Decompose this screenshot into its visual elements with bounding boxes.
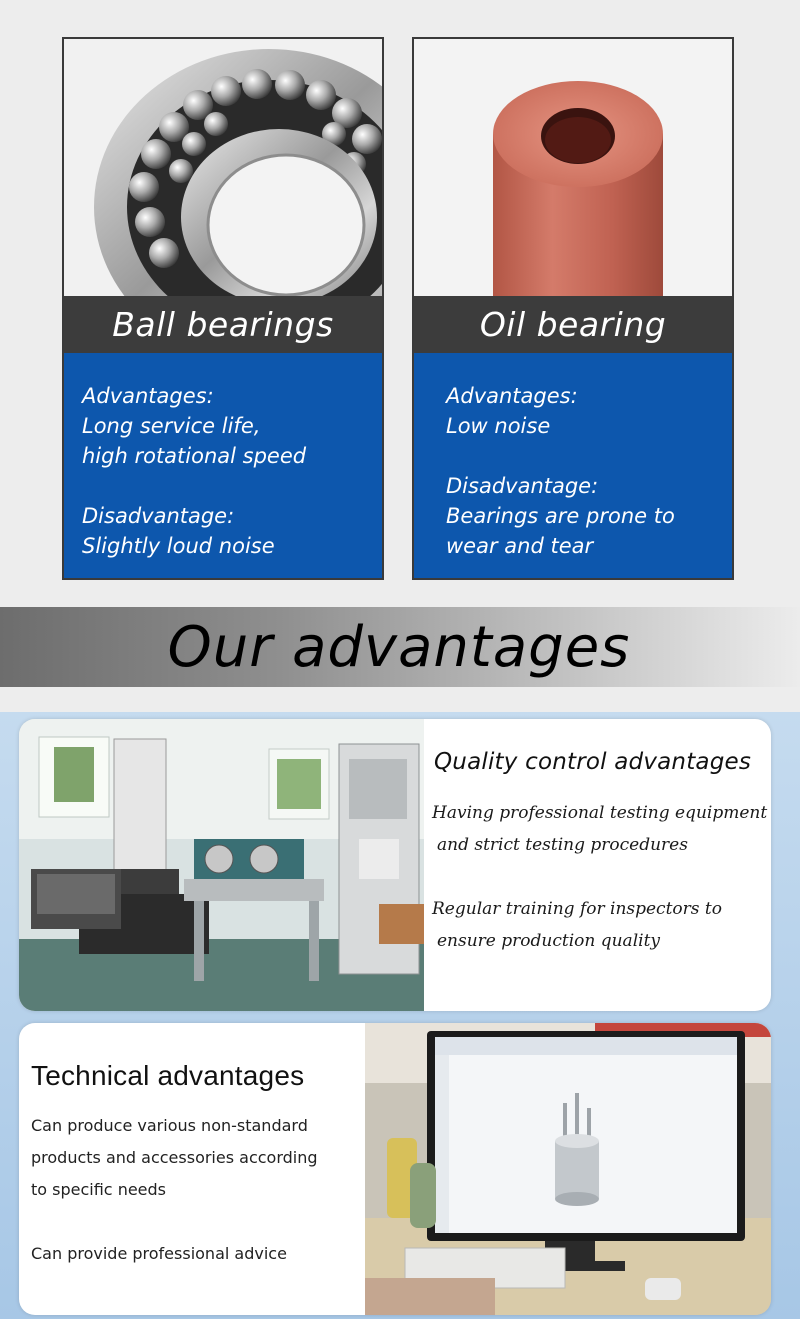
- quality-control-panel: [19, 719, 771, 1011]
- advantage-line: Low noise: [446, 414, 551, 438]
- advantages-banner: [0, 607, 800, 687]
- ball-bearing-photo: [64, 39, 382, 296]
- technical-point-2-line: Can provide professional advice: [31, 1244, 287, 1263]
- ball-bearing-title-bar: [64, 296, 382, 353]
- technical-advantages-panel: [19, 1023, 771, 1315]
- ball-bearing-details: [64, 353, 382, 580]
- technical-point-2: [31, 1238, 361, 1270]
- quality-point-1-line: Having professional testing equipment: [432, 803, 768, 823]
- cad-monitor-illustration: [365, 1023, 771, 1315]
- technical-point-1-line: Can produce various non-standard: [31, 1116, 308, 1135]
- advantages-heading: Advantages:: [446, 384, 578, 408]
- quality-control-title: Quality control advantages: [434, 749, 752, 775]
- testing-lab-photo: [19, 719, 424, 1011]
- technical-point-1: [31, 1110, 361, 1206]
- quality-control-text: [432, 749, 771, 957]
- technical-advantages-title: Technical advantages: [31, 1060, 305, 1091]
- technical-point-1-line: products and accessories according: [31, 1148, 318, 1167]
- oil-bearing-title: Oil bearing: [479, 305, 667, 344]
- quality-point-1-line: and strict testing procedures: [437, 835, 688, 855]
- technical-point-1-line: to specific needs: [31, 1180, 167, 1199]
- disadvantage-line: wear and tear: [446, 534, 594, 558]
- disadvantage-heading: Disadvantage:: [446, 474, 599, 498]
- advantages-heading: Advantages:: [82, 384, 214, 408]
- testing-equipment-illustration: [19, 719, 424, 1011]
- oil-bearing-illustration: [414, 39, 732, 296]
- oil-bearing-title-bar: [414, 296, 732, 353]
- oil-bearing-details: [414, 353, 732, 580]
- disadvantage-line: Bearings are prone to: [446, 504, 675, 528]
- quality-point-2-line: ensure production quality: [437, 931, 661, 951]
- quality-point-2: [432, 893, 771, 957]
- ball-bearing-card: [62, 37, 384, 580]
- advantage-line: high rotational speed: [82, 444, 307, 468]
- cad-workstation-photo: [365, 1023, 771, 1315]
- oil-bearing-photo: [414, 39, 732, 296]
- disadvantage-line: Slightly loud noise: [82, 534, 275, 558]
- ball-bearing-illustration: [64, 39, 382, 296]
- ball-bearing-title: Ball bearings: [112, 305, 334, 344]
- disadvantage-heading: Disadvantage:: [82, 504, 235, 528]
- quality-point-1: [432, 797, 771, 861]
- technical-advantages-text: [31, 1060, 361, 1270]
- quality-point-2-line: Regular training for inspectors to: [432, 899, 722, 919]
- oil-bearing-card: [412, 37, 734, 580]
- advantage-line: Long service life,: [82, 414, 261, 438]
- banner-title: Our advantages: [167, 614, 631, 680]
